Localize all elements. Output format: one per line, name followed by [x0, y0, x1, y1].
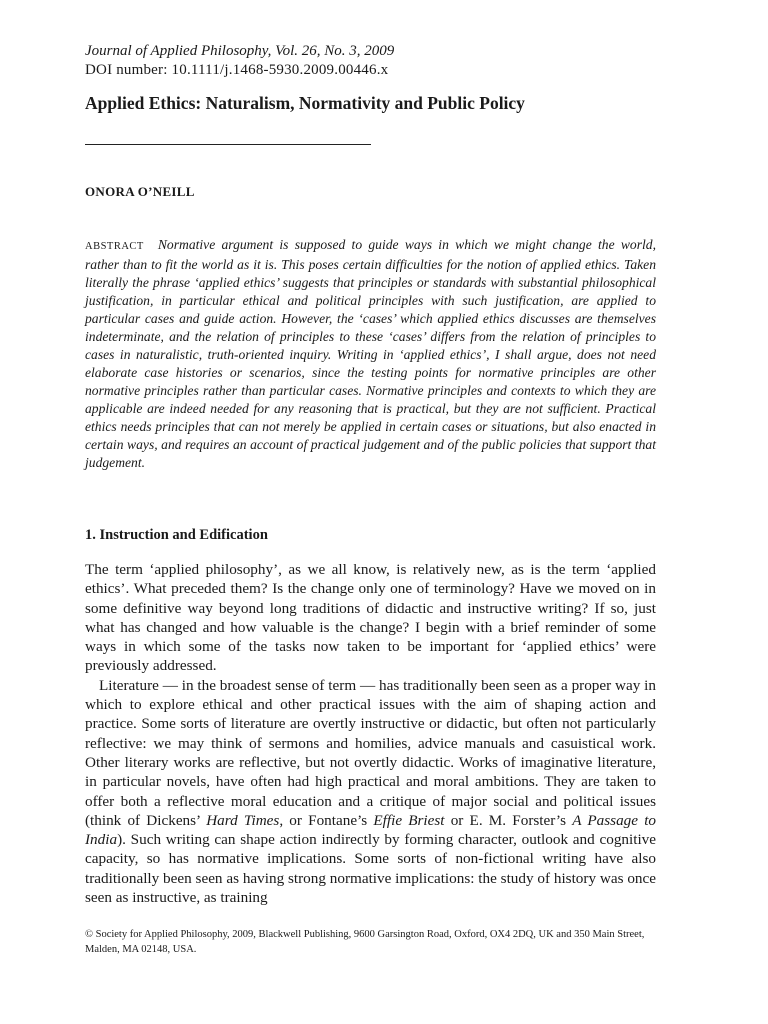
doi-line: DOI number: 10.1111/j.1468-5930.2009.00446.x: [85, 62, 389, 78]
abstract-label: ABSTRACT: [85, 241, 144, 252]
body-paragraph-2: [85, 676, 656, 908]
abstract: [85, 236, 656, 472]
title-divider: [85, 144, 371, 145]
author-name: ONORA O’NEILL: [85, 184, 195, 199]
article-page: [85, 42, 656, 907]
journal-citation: Journal of Applied Philosophy, Vol. 26, No. 3, 2009: [85, 43, 395, 59]
article-title: Applied Ethics: Naturalism, Normativity and Public Policy: [85, 93, 525, 113]
body-paragraph-1: The term ‘applied philosophy’, as we all know, is relatively new, as is the term ‘applied ethics’. What preceded them? Is the change only one of terminology? Have we moved on in some definitive way beyond long traditions of didactic and instructive writing? If so, just what has changed and how valuable is the change? I begin with a brief reminder of some ways in which some of the tasks now taken to be important for ‘applied ethics’ were previously addressed.: [85, 561, 656, 675]
paragraph-2-text-a: Literature — in the broadest sense of term — has traditionally been seen as a proper way in which to explore ethical and other practical issues with the aim of shaping action and practice. Some sorts of literature are overtly instructive or didactic, but often not particularly reflective: we may think of sermons and homilies, advice manuals and casuistical work. Other literary works are reflective, but not overtly didactic. Works of imaginative literature, in particular novels, have often had high practical and moral ambitions. They are taken to offer both a reflective moral education and a critique of major social and political issues (think of Dickens’: [85, 676, 656, 829]
book-title-passage-to-india: A Passage to India: [85, 811, 657, 849]
book-title-effie-briest: Effie Briest: [373, 811, 445, 829]
paragraph-2-text-c: or E. M. Forster’s: [444, 811, 573, 829]
paragraph-2-text-d: ). Such writing can shape action indirectly by forming character, outlook and cognitive capacity, so has normative implications. Some sorts of non-fictional writing have also traditionally been seen as having strong normative implications: the study of history was once seen as instructive, as training: [85, 831, 656, 907]
book-title-hard-times: Hard Times: [206, 811, 280, 829]
section-heading: 1. Instruction and Edification: [85, 527, 268, 543]
abstract-text: Normative argument is supposed to guide ways in which we might change the world, rather than to fit the world as it is. This poses certain difficulties for the notion of applied ethics. Taken literally the phrase ‘applied ethics’ suggests that principles or standards with substantial philosophical justification, in particular ethical and political principles with such justification, are applied to particular cases and guide action. However, the ‘cases’ which applied ethics discusses are themselves indeterminate, and the relation of principles to these ‘cases’ differs from the relation of principles to cases in naturalistic, truth-oriented inquiry. Writing in ‘applied ethics’, I shall argue, does not need elaborate case histories or scenarios, since the testing points for normative principles are other normative principles rather than particular cases. Normative principles and contexts to which they are applicable are indeed needed for any reasoning that is practical, but they are not sufficient. Practical ethics needs principles that can not merely be applied in certain cases or situations, but also enacted in certain ways, and requires an account of practical judgement and of the public policies that support that judgement.: [85, 237, 656, 470]
paragraph-2-text-b: , or Fontane’s: [279, 811, 374, 829]
copyright-footer: © Society for Applied Philosophy, 2009, Blackwell Publishing, 9600 Garsington Road, Oxford, OX4 2DQ, UK and 350 Main Street, Malden, MA 02148, USA.: [85, 929, 645, 955]
